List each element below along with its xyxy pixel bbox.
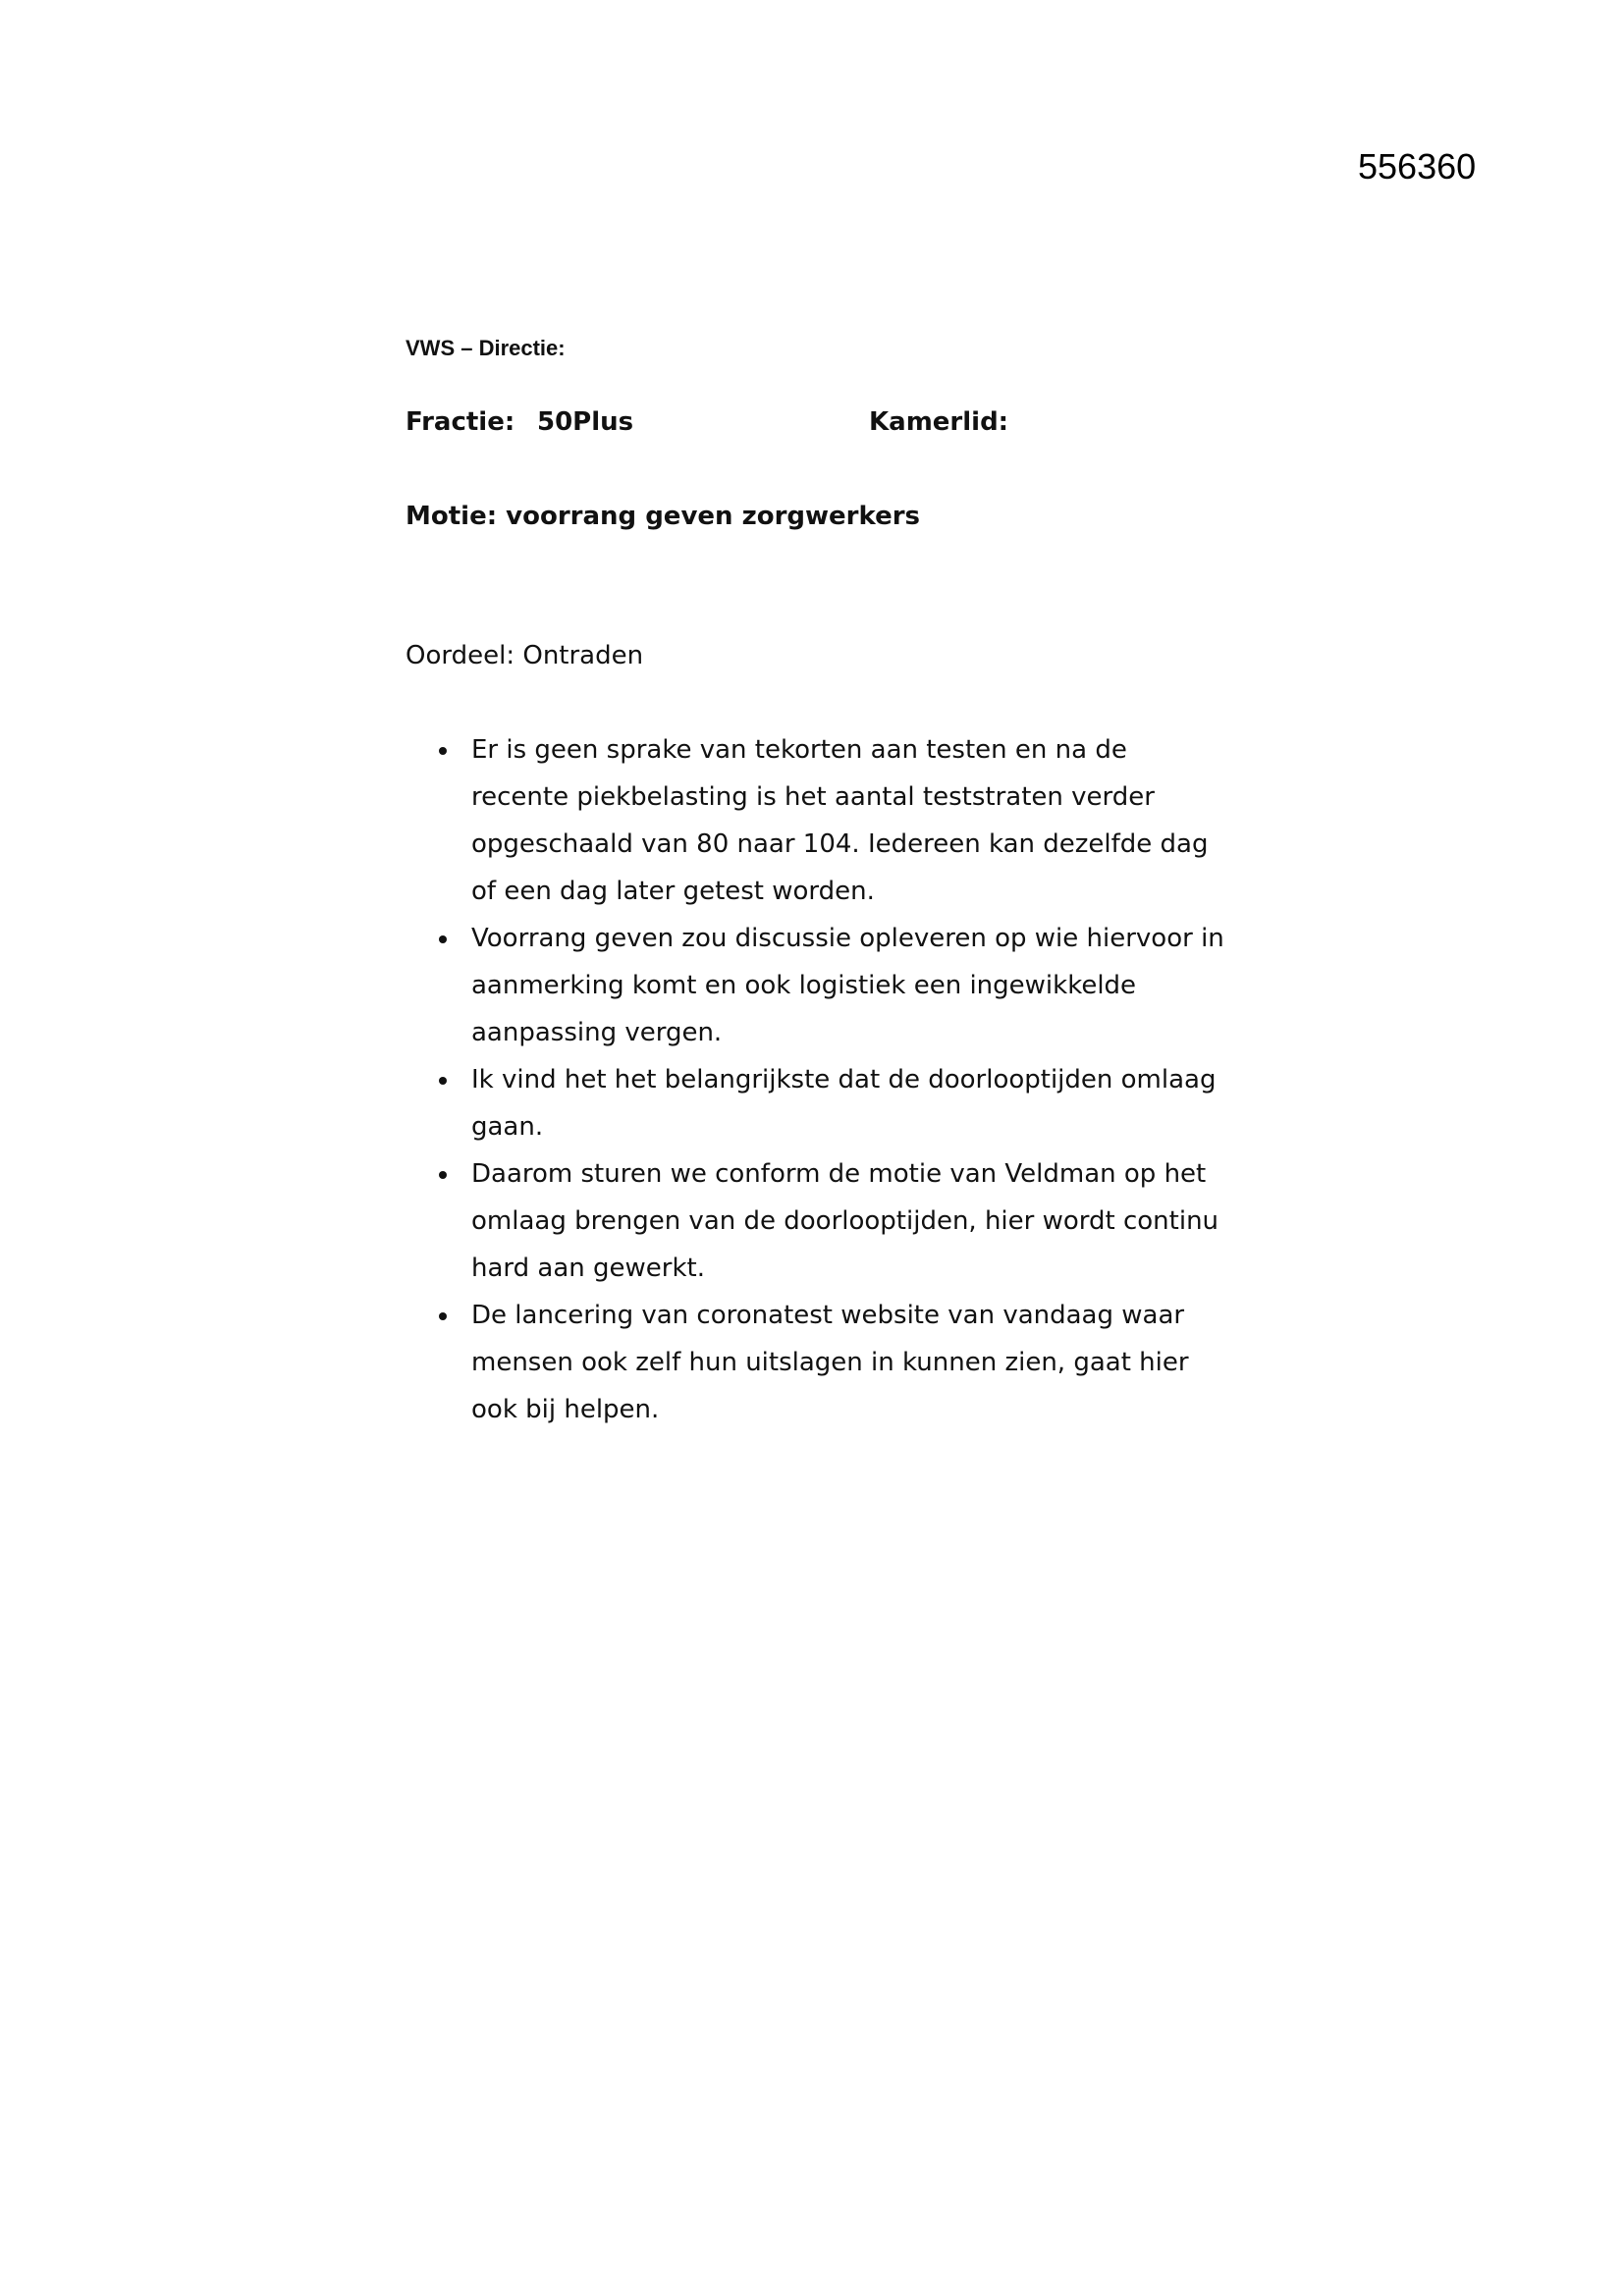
oordeel-line: Oordeel: Ontraden — [406, 641, 644, 670]
bullet-line: gaan. — [471, 1112, 544, 1142]
motie-title: Motie: voorrang geven zorgwerkers — [406, 502, 921, 531]
fractie-value: 50Plus — [537, 407, 634, 437]
list-item — [406, 915, 1270, 1056]
bullet-line: Er is geen sprake van tekorten aan testen en na de — [471, 735, 1127, 765]
bullet-line: opgeschaald van 80 naar 104. Iedereen kan dezelfde dag — [471, 829, 1209, 859]
list-item — [406, 1150, 1270, 1292]
bullet-line: mensen ook zelf hun uitslagen in kunnen zien, gaat hier — [471, 1348, 1189, 1377]
bullet-icon — [439, 935, 447, 943]
bullet-line: omlaag brengen van de doorlooptijden, hier wordt continu — [471, 1206, 1219, 1236]
bullet-line: recente piekbelasting is het aantal teststraten verder — [471, 782, 1155, 812]
bullet-icon — [439, 747, 447, 755]
directie-label: VWS – Directie: — [406, 336, 566, 360]
bullet-icon — [439, 1077, 447, 1085]
kamerlid-label: Kamerlid: — [869, 407, 1009, 437]
bullet-line: Ik vind het het belangrijkste dat de doorlooptijden omlaag — [471, 1065, 1217, 1095]
bullet-line: Daarom sturen we conform de motie van Veldman op het — [471, 1159, 1207, 1189]
list-item — [406, 1292, 1270, 1433]
list-item — [406, 1056, 1270, 1150]
bullet-line: aanpassing vergen. — [471, 1018, 723, 1047]
bullet-line: ook bij helpen. — [471, 1395, 660, 1424]
bullet-icon — [439, 1171, 447, 1179]
bullet-line: De lancering van coronatest website van vandaag waar — [471, 1301, 1185, 1330]
document-number: 556360 — [1358, 146, 1477, 187]
bullet-line: hard aan gewerkt. — [471, 1254, 705, 1283]
argument-list — [406, 726, 1270, 1433]
fractie-row — [406, 404, 1289, 440]
bullet-line: Voorrang geven zou discussie opleveren op wie hiervoor in — [471, 924, 1224, 953]
bullet-line: of een dag later getest worden. — [471, 877, 875, 906]
bullet-icon — [439, 1312, 447, 1320]
bullet-line: aanmerking komt en ook logistiek een ingewikkelde — [471, 971, 1137, 1000]
list-item — [406, 726, 1270, 915]
fractie-label: Fractie: — [406, 407, 515, 437]
